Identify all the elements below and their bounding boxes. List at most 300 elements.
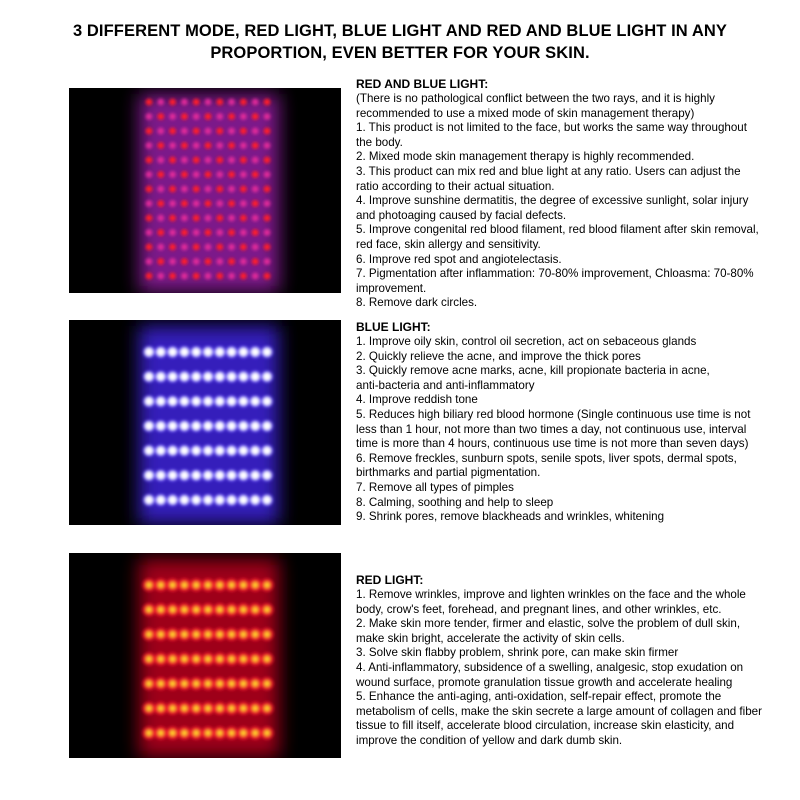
section-heading: RED AND BLUE LIGHT: — [356, 77, 489, 91]
led — [181, 730, 187, 736]
led — [217, 730, 223, 736]
led — [263, 446, 271, 454]
section-heading: BLUE LIGHT: — [356, 320, 431, 334]
led — [264, 258, 271, 265]
red-blue-led-panel — [69, 88, 341, 293]
led — [193, 99, 200, 106]
led — [252, 730, 258, 736]
led — [193, 142, 200, 149]
led — [205, 273, 212, 280]
text-line: body, crow's feet, forehead, and pregnant lines, and other wrinkles, etc. — [356, 602, 722, 616]
led — [252, 157, 259, 164]
text-line: improve the condition of yellow and dark dumb skin. — [356, 733, 623, 747]
led — [216, 215, 223, 222]
led — [239, 496, 247, 504]
led — [252, 656, 258, 662]
led — [192, 397, 200, 405]
red-light-image — [69, 553, 341, 758]
led — [180, 471, 188, 479]
led — [228, 171, 235, 178]
led — [193, 200, 200, 207]
led — [157, 372, 165, 380]
led — [170, 730, 176, 736]
text-line: 5. Improve congenital red blood filament, red blood filament after skin removal, — [356, 223, 759, 237]
led — [264, 142, 271, 149]
led — [216, 446, 224, 454]
led — [157, 273, 164, 280]
led — [193, 273, 200, 280]
led — [181, 171, 188, 178]
led — [205, 215, 212, 222]
led — [252, 200, 259, 207]
led — [240, 705, 246, 711]
led — [181, 215, 188, 222]
led — [146, 186, 153, 193]
led — [168, 397, 176, 405]
led — [239, 422, 247, 430]
led — [252, 229, 259, 236]
led — [168, 471, 176, 479]
led — [193, 656, 199, 662]
led — [228, 142, 235, 149]
led — [216, 229, 223, 236]
led — [251, 471, 259, 479]
led — [157, 496, 165, 504]
text-line: 6. Remove freckles, sunburn spots, senile spots, liver spots, dermal spots, — [356, 451, 737, 465]
led — [240, 229, 247, 236]
led — [240, 142, 247, 149]
led — [193, 186, 200, 193]
led — [217, 656, 223, 662]
text-line: birthmarks and partial pigmentation. — [356, 466, 541, 480]
led — [181, 656, 187, 662]
led — [157, 446, 165, 454]
led — [145, 348, 153, 356]
led — [193, 681, 199, 687]
led — [192, 372, 200, 380]
led — [205, 128, 212, 135]
led — [252, 582, 258, 588]
led — [252, 215, 259, 222]
led — [146, 681, 152, 687]
led — [205, 730, 211, 736]
led — [204, 471, 212, 479]
led — [170, 582, 176, 588]
led — [228, 200, 235, 207]
led — [217, 631, 223, 637]
led — [251, 372, 259, 380]
text-line: 3. Solve skin flabby problem, shrink pore, can make skin firmer — [356, 646, 679, 660]
text-line: 1. Remove wrinkles, improve and lighten wrinkles on the face and the whole — [356, 588, 746, 601]
led — [193, 128, 200, 135]
text-line: (There is no pathological conflict between the two rays, and it is highly — [356, 92, 715, 105]
led — [170, 607, 176, 613]
led — [181, 607, 187, 613]
led — [192, 446, 200, 454]
led — [181, 631, 187, 637]
led — [264, 681, 270, 687]
led — [180, 496, 188, 504]
led — [157, 348, 165, 356]
text-line: anti-bacteria and anti-inflammatory — [356, 378, 535, 392]
led — [227, 471, 235, 479]
led — [193, 113, 200, 120]
led — [181, 99, 188, 106]
text-line: make skin bright, accelerate the activity of skin cells. — [356, 631, 625, 645]
led — [192, 496, 200, 504]
led — [181, 113, 188, 120]
led — [205, 200, 212, 207]
led — [216, 186, 223, 193]
led — [180, 372, 188, 380]
led — [169, 229, 176, 236]
led — [240, 157, 247, 164]
led — [229, 607, 235, 613]
title-line-1: 3 DIFFERENT MODE, RED LIGHT, BLUE LIGHT AND RED AND BLUE LIGHT IN ANY — [72, 22, 728, 40]
led — [239, 372, 247, 380]
led — [264, 157, 271, 164]
led — [216, 113, 223, 120]
text-line: 2. Mixed mode skin management therapy is highly recommended. — [356, 150, 695, 164]
text-line: 1. Improve oily skin, control oil secretion, act on sebaceous glands — [356, 335, 697, 348]
led — [180, 422, 188, 430]
led — [228, 99, 235, 106]
text-line: 2. Make skin more tender, firmer and elastic, solve the problem of dull skin, — [356, 617, 741, 631]
title-line-2: PROPORTION, EVEN BETTER FOR YOUR SKIN. — [210, 44, 590, 62]
led — [205, 681, 211, 687]
led — [240, 128, 247, 135]
led — [158, 631, 164, 637]
led — [240, 656, 246, 662]
led — [157, 229, 164, 236]
led — [252, 171, 259, 178]
led — [227, 397, 235, 405]
led — [146, 705, 152, 711]
text-line: 5. Reduces high biliary red blood hormone (Single continuous use time is not — [356, 407, 751, 421]
led — [157, 471, 165, 479]
led — [252, 99, 259, 106]
led — [157, 128, 164, 135]
text-line: 7. Remove all types of pimples — [356, 480, 514, 494]
led — [205, 656, 211, 662]
led — [146, 128, 153, 135]
led — [157, 171, 164, 178]
led — [205, 99, 212, 106]
led — [168, 372, 176, 380]
led — [169, 215, 176, 222]
led — [228, 229, 235, 236]
text-line: 4. Improve sunshine dermatitis, the degree of excessive sunlight, solar injury — [356, 194, 749, 208]
led — [217, 705, 223, 711]
led — [216, 200, 223, 207]
led — [146, 215, 153, 222]
led — [216, 348, 224, 356]
led — [228, 244, 235, 251]
led — [264, 113, 271, 120]
led — [168, 446, 176, 454]
led — [240, 215, 247, 222]
led — [264, 244, 271, 251]
led — [158, 730, 164, 736]
blue-light-image — [69, 320, 341, 525]
led — [146, 200, 153, 207]
led — [216, 157, 223, 164]
text-line: 5. Enhance the anti-aging, anti-oxidation, self-repair effect, promote the — [356, 690, 722, 704]
led — [204, 397, 212, 405]
led — [169, 113, 176, 120]
led — [146, 99, 153, 106]
led — [240, 681, 246, 687]
text-line: less than 1 hour, not more than two times a day, not continuous use, interval — [356, 422, 747, 436]
led — [204, 348, 212, 356]
led — [264, 171, 271, 178]
text-line: 9. Shrink pores, remove blackheads and wrinkles, whitening — [356, 510, 665, 524]
led — [192, 348, 200, 356]
led — [181, 186, 188, 193]
text-line: red face, skin allergy and sensitivity. — [356, 237, 541, 251]
led — [146, 113, 153, 120]
led — [158, 656, 164, 662]
led — [217, 582, 223, 588]
led — [252, 113, 259, 120]
led — [169, 128, 176, 135]
led — [251, 348, 259, 356]
led — [205, 582, 211, 588]
led — [181, 229, 188, 236]
led — [264, 582, 270, 588]
led — [193, 171, 200, 178]
led — [239, 471, 247, 479]
section-body — [356, 92, 776, 311]
led — [227, 446, 235, 454]
text-line: improvement. — [356, 281, 427, 295]
led — [216, 244, 223, 251]
red-blue-light-image — [69, 88, 341, 293]
led — [264, 705, 270, 711]
led — [263, 372, 271, 380]
led — [204, 372, 212, 380]
led — [157, 113, 164, 120]
led — [193, 582, 199, 588]
led — [227, 372, 235, 380]
led — [216, 99, 223, 106]
led — [181, 142, 188, 149]
led — [216, 372, 224, 380]
led — [205, 607, 211, 613]
led — [193, 705, 199, 711]
led — [170, 681, 176, 687]
blue-led-panel — [69, 320, 341, 525]
led — [252, 273, 259, 280]
led — [228, 157, 235, 164]
led — [216, 422, 224, 430]
led — [168, 496, 176, 504]
led — [228, 215, 235, 222]
led — [240, 99, 247, 106]
text-line: time is more than 4 hours, continuous use time is not more than seven days) — [356, 437, 749, 451]
led — [263, 496, 271, 504]
text-line: recommended to use a mixed mode of skin management therapy) — [356, 106, 695, 120]
led — [240, 582, 246, 588]
led — [204, 446, 212, 454]
led — [228, 258, 235, 265]
led — [169, 142, 176, 149]
led — [216, 273, 223, 280]
led — [205, 186, 212, 193]
led — [239, 348, 247, 356]
led — [181, 582, 187, 588]
led — [146, 656, 152, 662]
led — [181, 244, 188, 251]
red-light-section — [356, 573, 776, 749]
led — [181, 157, 188, 164]
led — [263, 471, 271, 479]
led — [264, 656, 270, 662]
led — [205, 157, 212, 164]
led — [252, 258, 259, 265]
led — [263, 422, 271, 430]
led — [146, 244, 153, 251]
led — [217, 607, 223, 613]
section-heading: RED LIGHT: — [356, 573, 424, 587]
led — [146, 142, 153, 149]
led — [240, 186, 247, 193]
led — [239, 397, 247, 405]
text-line: 3. Quickly remove acne marks, acne, kill propionate bacteria in acne, — [356, 364, 710, 378]
led — [216, 142, 223, 149]
led — [193, 631, 199, 637]
led — [145, 422, 153, 430]
led — [216, 258, 223, 265]
led — [157, 157, 164, 164]
text-line: ratio according to their actual situation. — [356, 179, 555, 193]
text-line: 8. Remove dark circles. — [356, 296, 478, 310]
led — [251, 422, 259, 430]
led — [264, 186, 271, 193]
led — [240, 273, 247, 280]
led — [205, 142, 212, 149]
led — [229, 656, 235, 662]
led — [252, 128, 259, 135]
led — [204, 496, 212, 504]
led — [193, 730, 199, 736]
led — [192, 471, 200, 479]
section-body — [356, 588, 776, 749]
led — [169, 171, 176, 178]
led — [228, 186, 235, 193]
led — [205, 705, 211, 711]
led — [193, 229, 200, 236]
led — [158, 582, 164, 588]
led — [157, 215, 164, 222]
led — [216, 496, 224, 504]
led — [240, 631, 246, 637]
led — [205, 244, 212, 251]
led — [228, 273, 235, 280]
led — [228, 113, 235, 120]
led — [263, 397, 271, 405]
text-line: the body. — [356, 135, 403, 149]
led — [229, 730, 235, 736]
led — [229, 582, 235, 588]
led — [229, 631, 235, 637]
led — [251, 397, 259, 405]
led — [181, 705, 187, 711]
blue-light-section — [356, 320, 776, 525]
led — [252, 244, 259, 251]
led — [240, 113, 247, 120]
led — [180, 397, 188, 405]
led — [228, 128, 235, 135]
led — [146, 258, 153, 265]
led — [193, 215, 200, 222]
text-line: 6. Improve red spot and angiotelectasis. — [356, 252, 562, 266]
led — [157, 244, 164, 251]
led — [158, 705, 164, 711]
led — [240, 200, 247, 207]
led — [216, 471, 224, 479]
led — [216, 171, 223, 178]
led — [205, 258, 212, 265]
led — [217, 681, 223, 687]
text-line: 2. Quickly relieve the acne, and improve the thick pores — [356, 349, 641, 363]
led — [180, 348, 188, 356]
led — [240, 171, 247, 178]
led — [181, 200, 188, 207]
led — [170, 631, 176, 637]
led — [216, 397, 224, 405]
led — [264, 99, 271, 106]
led — [146, 273, 153, 280]
led — [169, 99, 176, 106]
red-blue-light-section — [356, 77, 776, 311]
led — [169, 200, 176, 207]
led — [193, 244, 200, 251]
led — [146, 157, 153, 164]
led — [264, 273, 271, 280]
led — [239, 446, 247, 454]
led — [157, 397, 165, 405]
led — [252, 681, 258, 687]
led — [251, 446, 259, 454]
led — [181, 258, 188, 265]
led — [264, 229, 271, 236]
led — [157, 142, 164, 149]
led — [205, 229, 212, 236]
led — [168, 348, 176, 356]
led — [205, 171, 212, 178]
led — [146, 730, 152, 736]
text-line: 3. This product can mix red and blue light at any ratio. Users can adjust the — [356, 164, 741, 178]
text-line: 1. This product is not limited to the face, but works the same way throughout — [356, 121, 747, 135]
led — [240, 244, 247, 251]
led — [146, 229, 153, 236]
led — [252, 705, 258, 711]
led — [264, 215, 271, 222]
led — [181, 681, 187, 687]
text-line: 8. Calming, soothing and help to sleep — [356, 495, 554, 509]
led — [205, 631, 211, 637]
led — [180, 446, 188, 454]
led — [252, 631, 258, 637]
led — [157, 422, 165, 430]
led — [146, 607, 152, 613]
red-led-panel — [69, 553, 341, 758]
led — [169, 186, 176, 193]
led — [145, 471, 153, 479]
led — [169, 244, 176, 251]
led — [181, 273, 188, 280]
